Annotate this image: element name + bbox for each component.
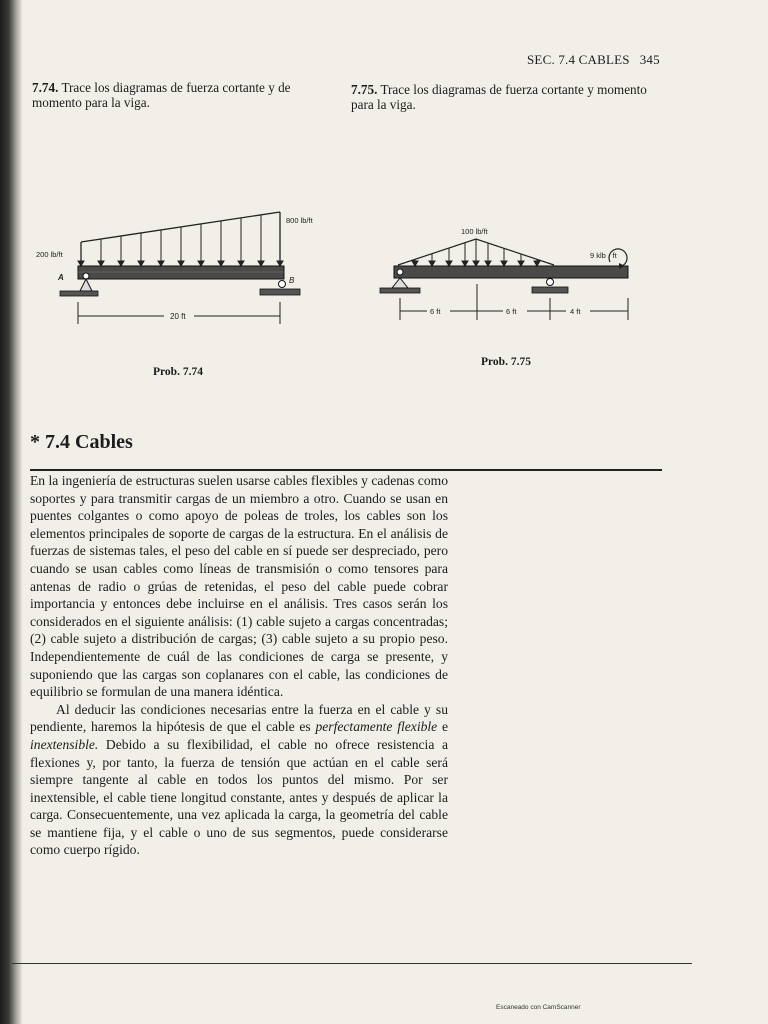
beam	[394, 266, 628, 278]
load-arrows	[78, 215, 283, 266]
paragraph-2-end: Debido a su flexibilidad, el cable no ofrece resistencia a flexiones y, por tanto, la fuerza de tensión que actúan en el cable será siempre tangente al cable en todos los puntos del mismo. Por ser inextensible, el cable tiene longitud constante, antes y después de aplicar la carga. Consecuentemente, una vez aplicada la carga, la geometría del cable se mantiene fija, y el cable o uno de sus segmentos, puede considerarse como cuerpo rígido.	[30, 736, 448, 858]
problem-text: Trace los diagramas de fuerza cortante y de momento para la viga.	[32, 80, 291, 110]
paragraph-1: En la ingeniería de estructuras suelen usarse cables flexibles y cadenas como soportes y para transmitir cargas de un miembro a otro. Cuando se usan en puentes colgantes o como apoyo de poleas de troles, los cables son los elementos principales de soporte de cargas de la estructura. En el análisis de fuerzas de sistemas tales, el peso del cable en sí puede ser despreciado, pero cuando se usan cables como líneas de transmisión o como tensores para antenas de radio o grúas de retenidas, el peso del cable puede cobrar importancia y entonces debe incluirse en el análisis. Tres casos serán los considerados en el siguiente análisis: (1) cable sujeto a cargas concentradas; (2) cable sujeto a distribución de cargas; (3) cable sujeto a su propio peso. Independientemente de cuál de las condiciones de carga se presente, y suponiendo que las cargas son coplanares con el cable, las condiciones de equilibrio se formulan de una manera idéntica.	[30, 473, 448, 700]
section-rule	[30, 469, 662, 471]
problem-7-74	[32, 80, 340, 110]
emphasis-flexible: perfectamente flexible	[315, 719, 438, 735]
ground-a	[60, 291, 98, 296]
caption-7-75: Prob. 7.75	[481, 356, 531, 368]
section-header: SEC. 7.4 CABLES	[527, 52, 630, 67]
dimension-1: 6 ft	[430, 307, 441, 316]
dimension-2: 6 ft	[506, 307, 517, 316]
problem-text: Trace los diagramas de fuerza cortante y momento para la viga.	[351, 82, 647, 112]
paragraph-2	[30, 701, 448, 859]
moment-label: 9 klb · ft	[590, 251, 617, 260]
ground-b	[260, 289, 300, 295]
load-left-label: 200 lb/ft	[36, 250, 63, 259]
load-arrows	[412, 239, 540, 266]
section-title: * 7.4 Cables	[30, 431, 133, 453]
problem-number: 7.75.	[351, 82, 378, 97]
roller-support	[547, 279, 554, 286]
pin-support-a	[80, 279, 92, 291]
roller-support-b	[279, 281, 286, 288]
scanner-watermark: Escaneado con CamScanner	[496, 1004, 581, 1011]
load-peak-label: 100 lb/ft	[461, 227, 488, 236]
emphasis-inextensible: inextensible.	[30, 736, 99, 752]
dimension-3: 4 ft	[570, 307, 581, 316]
problem-7-75	[351, 82, 661, 112]
problem-number: 7.74.	[32, 80, 59, 95]
ground-left	[380, 288, 420, 293]
page-number: 345	[639, 52, 660, 67]
ground-right	[532, 287, 568, 293]
support-b-label: B	[289, 276, 295, 285]
pin-support	[392, 278, 408, 288]
load-right-label: 800 lb/ft	[286, 216, 313, 225]
paragraph-2-start: Al deducir las condiciones necesarias entre la fuerza en el cable y su pendiente, haremos la hipótesis de que el cable es	[30, 701, 448, 735]
figure-7-74	[34, 200, 344, 335]
beam	[78, 266, 284, 279]
section-body	[30, 472, 448, 859]
figure-7-75	[372, 222, 662, 327]
caption-7-74: Prob. 7.74	[153, 366, 203, 378]
support-a-label: A	[58, 273, 64, 282]
span-dimension: 20 ft	[170, 312, 186, 321]
page-header	[527, 52, 660, 68]
paragraph-2-mid: e	[437, 719, 448, 735]
bottom-rule	[12, 963, 692, 964]
book-spine-shadow	[0, 0, 22, 1024]
